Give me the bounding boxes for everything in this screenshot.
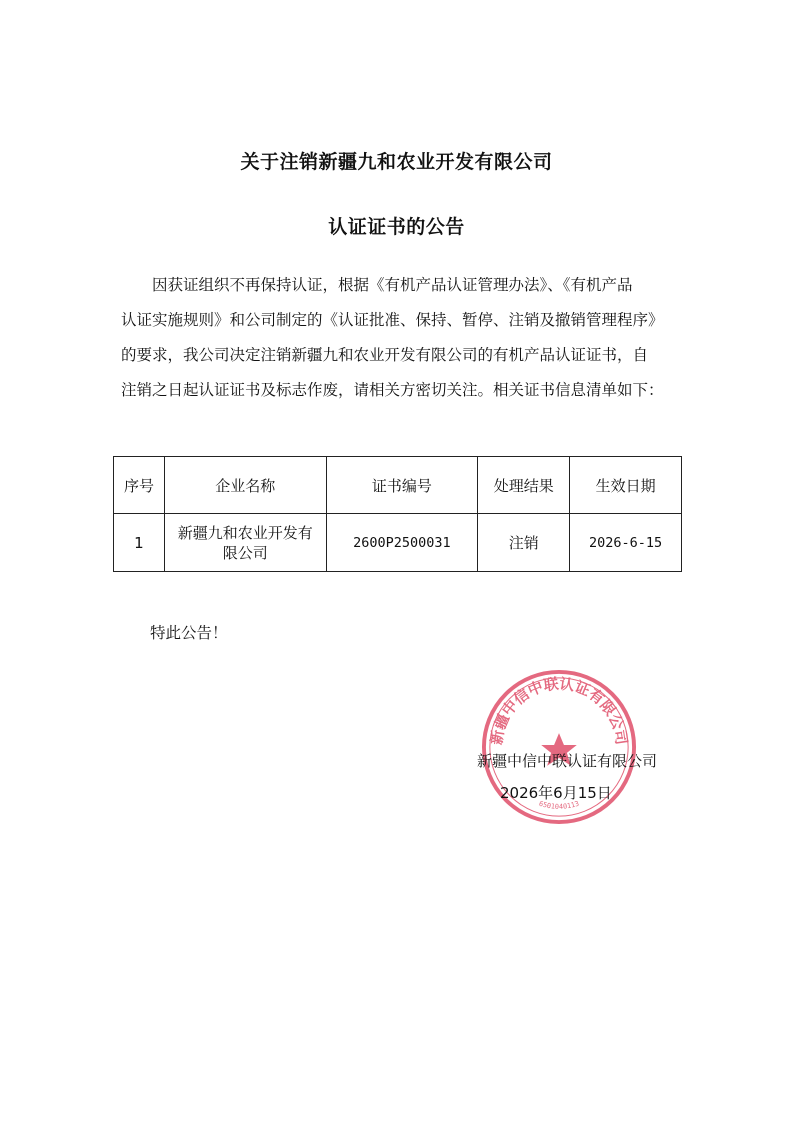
table-row xyxy=(114,514,682,572)
header-result: 处理结果 xyxy=(478,457,570,514)
header-company: 企业名称 xyxy=(164,457,326,514)
body-line-2: 认证实施规则》和公司制定的《认证批准、保持、暂停、注销及撤销管理程序》 xyxy=(121,311,664,329)
notice-body xyxy=(121,268,675,408)
cell-result: 注销 xyxy=(478,514,570,572)
notice-title-line2: 认证证书的公告 xyxy=(328,216,465,238)
header-no: 序号 xyxy=(114,457,165,514)
seal-number: 6501040113 xyxy=(537,799,581,811)
closing-remark: 特此公告！ xyxy=(150,624,228,642)
body-line-4: 注销之日起认证证书及标志作废，请相关方密切关注。相关证书信息清单如下： xyxy=(121,381,664,399)
certificate-table xyxy=(113,456,682,572)
header-effective-date: 生效日期 xyxy=(570,457,682,514)
cell-cert-no: 2600P2500031 xyxy=(326,514,478,572)
cell-company-line2: 限公司 xyxy=(222,543,268,562)
issuer-name: 新疆中信中联认证有限公司 xyxy=(477,752,658,770)
cell-effective-date: 2026-6-15 xyxy=(570,514,682,572)
header-cert-no: 证书编号 xyxy=(326,457,478,514)
body-line-3: 的要求，我公司决定注销新疆九和农业开发有限公司的有机产品认证证书，自 xyxy=(121,346,649,364)
notice-title-line1: 关于注销新疆九和农业开发有限公司 xyxy=(240,151,553,173)
seal-text: 新疆中信中联认证有限公司 xyxy=(488,675,630,746)
cell-company xyxy=(164,514,326,572)
cell-no: 1 xyxy=(114,514,165,572)
issue-date: 2026年6月15日 xyxy=(500,784,612,802)
cell-company-line1: 新疆九和农业开发有 xyxy=(177,523,313,542)
table-header-row xyxy=(114,457,682,514)
body-line-1: 因获证组织不再保持认证，根据《有机产品认证管理办法》、《有机产品 xyxy=(152,276,633,294)
